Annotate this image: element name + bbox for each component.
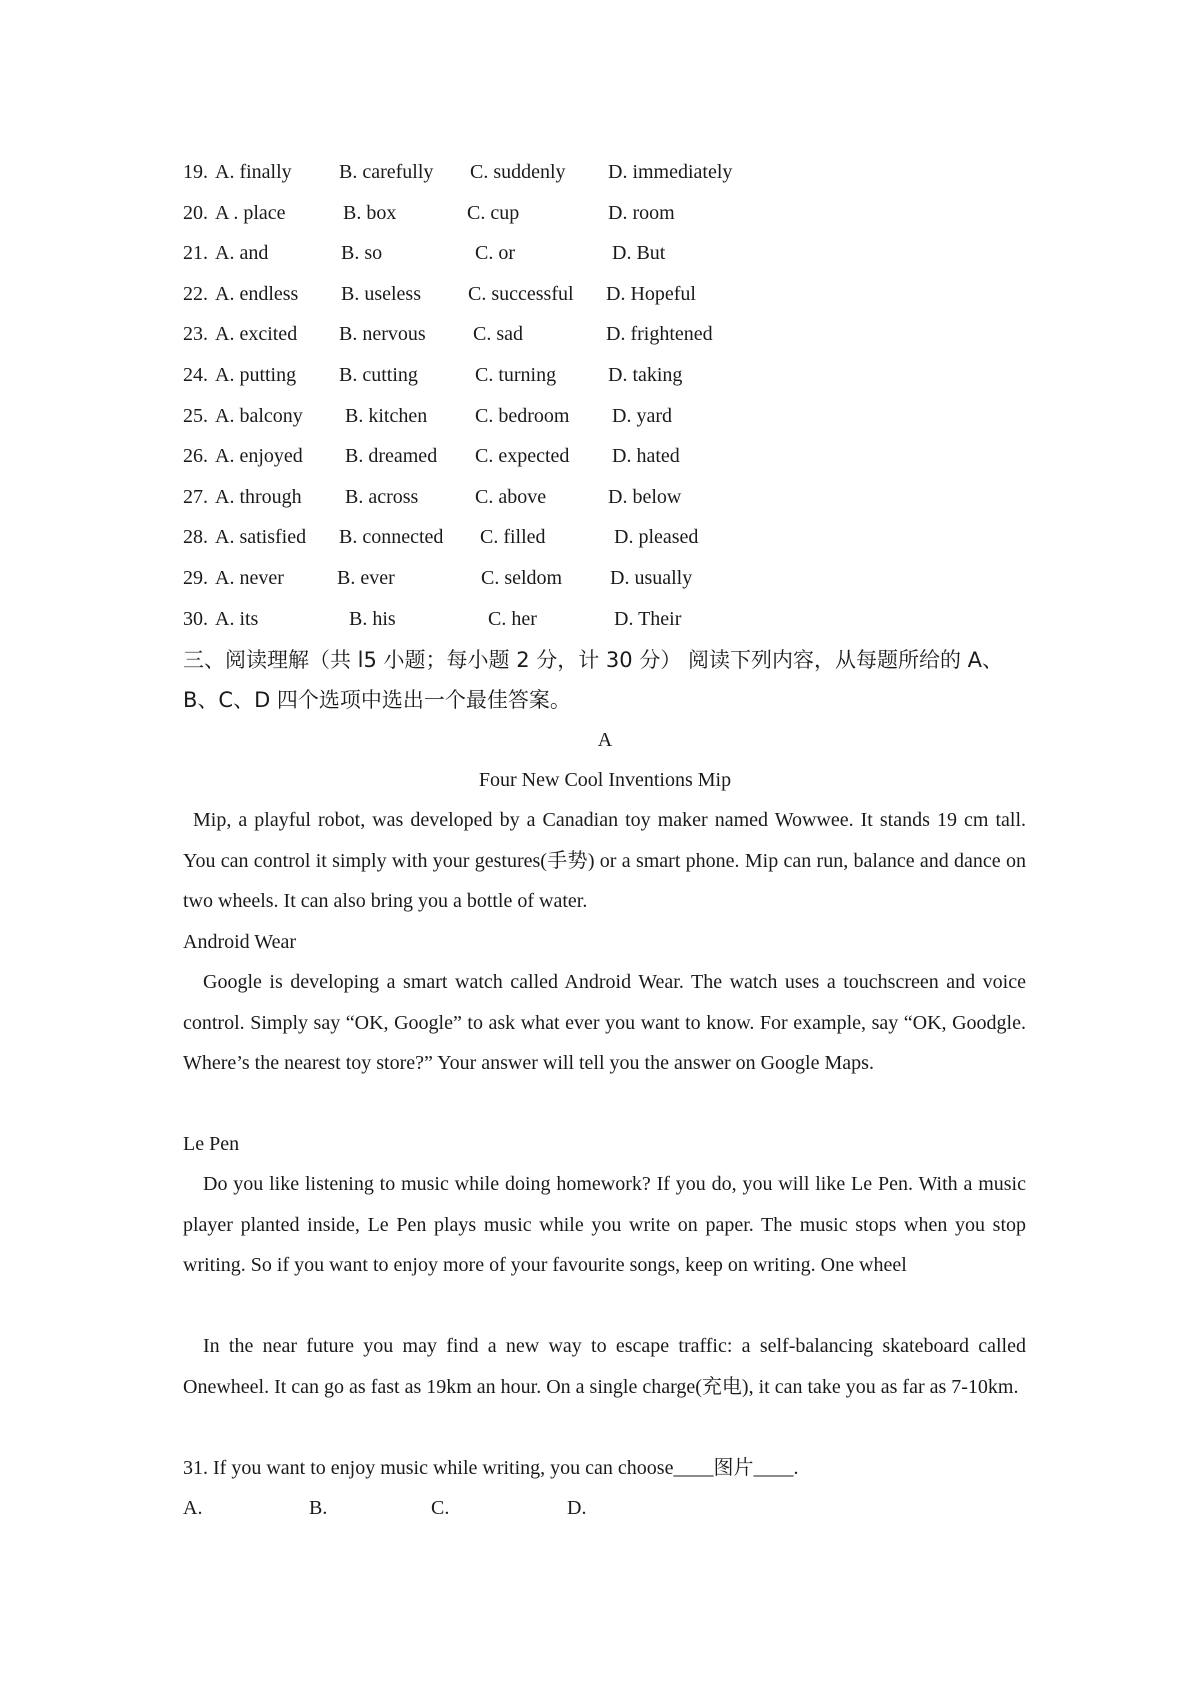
le-pen-paragraph: Do you like listening to music while doing homework? If you do, you will like Le Pen. With a music player planted inside, Le Pen plays music while you write on paper. The music stops when you stop writing. So if you want to enjoy more of your favourite songs, keep on writing. One wheel xyxy=(183,1173,1026,1276)
option-d: D. Their xyxy=(614,607,682,630)
option-d: D. immediately xyxy=(608,161,733,183)
passage-letter: A xyxy=(597,729,613,751)
option-c: C. cup xyxy=(467,201,520,224)
option-c: C. turning xyxy=(475,364,557,386)
question-number: 22. xyxy=(183,282,208,305)
option-b: B. across xyxy=(345,485,419,508)
section-heading-line1: 三、阅读理解（共 l5 小题；每小题 2 分，计 30 分） 阅读下列内容，从每题所给的 A、 xyxy=(183,648,1004,672)
option-b: B. nervous xyxy=(339,323,426,346)
question-number: 21. xyxy=(183,242,208,265)
question-number: 24. xyxy=(183,364,208,386)
option-a: A. balcony xyxy=(215,404,303,427)
option-a: A. never xyxy=(215,567,284,589)
option-b: B. ever xyxy=(337,567,395,589)
choice-a: A. xyxy=(183,1497,203,1519)
option-a: A. enjoyed xyxy=(215,445,303,468)
option-d: D. But xyxy=(612,242,666,265)
option-c: C. her xyxy=(488,607,537,630)
option-d: D. below xyxy=(608,485,682,508)
option-c: C. or xyxy=(475,242,515,265)
option-a: A. endless xyxy=(215,282,299,305)
question-number: 30. xyxy=(183,607,208,630)
question-31-choices xyxy=(183,1488,783,1528)
cloze-option-row xyxy=(183,517,1083,557)
option-d: D. frightened xyxy=(606,323,713,346)
question-31: 31. If you want to enjoy music while writing, you can choose____图片____. xyxy=(183,1457,799,1479)
option-b: B. carefully xyxy=(339,161,434,183)
option-b: B. his xyxy=(349,607,396,630)
passage-title: Four New Cool Inventions Mip xyxy=(478,769,732,791)
question-number: 28. xyxy=(183,526,208,549)
option-d: D. room xyxy=(608,201,675,224)
option-d: D. usually xyxy=(610,567,693,589)
option-c: C. suddenly xyxy=(470,161,566,183)
android-wear-paragraph: Google is developing a smart watch called Android Wear. The watch uses a touchscreen and voice control. Simply say “OK, Google” to ask what ever you want to know. For example, say “OK, Goodgle. Where’s the nearest toy store?” Your answer will tell you the answer on Google Maps. xyxy=(183,971,1026,1074)
question-number: 27. xyxy=(183,485,208,508)
option-d: D. Hopeful xyxy=(606,282,696,305)
choice-d: D. xyxy=(567,1497,587,1519)
option-b: B. connected xyxy=(339,526,444,549)
onewheel-paragraph: In the near future you may find a new way to escape traffic: a self-balancing skateboard called Onewheel. It can go as fast as 19km an hour. On a single charge(充电), it can take you as far as 7-10km. xyxy=(183,1335,1026,1398)
question-number: 25. xyxy=(183,404,208,427)
option-c: C. filled xyxy=(480,526,546,549)
cloze-option-row xyxy=(183,396,1083,436)
option-d: D. yard xyxy=(612,404,672,427)
cloze-option-row xyxy=(183,436,1083,476)
option-c: C. bedroom xyxy=(475,404,570,427)
option-d: D. hated xyxy=(612,445,680,468)
cloze-option-row xyxy=(183,314,1083,354)
mip-paragraph: Mip, a playful robot, was developed by a Canadian toy maker named Wowwee. It stands 19 cm tall. You can control it simply with your gestures(手势) or a smart phone. Mip can run, balance and dance on two wheels. It can also bring you a bottle of water. xyxy=(183,809,1026,912)
option-c: C. above xyxy=(475,485,547,508)
option-c: C. successful xyxy=(468,282,574,305)
option-b: B. cutting xyxy=(339,364,418,386)
cloze-option-row xyxy=(183,599,1083,639)
option-a: A. through xyxy=(215,485,302,508)
cloze-option-row xyxy=(183,152,1083,192)
cloze-option-row xyxy=(183,233,1083,273)
option-b: B. kitchen xyxy=(345,404,428,427)
option-b: B. box xyxy=(343,201,397,224)
cloze-option-row xyxy=(183,477,1083,517)
option-a: A. and xyxy=(215,242,269,265)
question-number: 20. xyxy=(183,201,208,224)
option-c: C. sad xyxy=(473,323,523,346)
cloze-option-row xyxy=(183,558,1083,598)
option-a: A. finally xyxy=(215,161,292,183)
question-number: 26. xyxy=(183,445,208,468)
cloze-option-row xyxy=(183,193,1083,233)
option-c: C. expected xyxy=(475,445,570,468)
section-heading-line2: B、C、D 四个选项中选出一个最佳答案。 xyxy=(183,688,571,712)
choice-c: C. xyxy=(431,1497,450,1519)
option-a: A. excited xyxy=(215,323,298,346)
cloze-option-row xyxy=(183,355,1083,395)
choice-b: B. xyxy=(309,1497,328,1519)
option-b: B. dreamed xyxy=(345,445,438,468)
option-a: A . place xyxy=(215,201,286,224)
option-d: D. pleased xyxy=(614,526,699,549)
option-a: A. satisfied xyxy=(215,526,307,549)
android-wear-heading: Android Wear xyxy=(183,931,296,953)
question-number: 29. xyxy=(183,567,208,589)
option-c: C. seldom xyxy=(481,567,563,589)
option-a: A. putting xyxy=(215,364,297,386)
le-pen-heading: Le Pen xyxy=(183,1133,240,1155)
question-number: 19. xyxy=(183,161,208,183)
option-b: B. so xyxy=(341,242,383,265)
cloze-option-row xyxy=(183,274,1083,314)
option-d: D. taking xyxy=(608,364,683,386)
option-b: B. useless xyxy=(341,282,421,305)
option-a: A. its xyxy=(215,607,259,630)
question-number: 23. xyxy=(183,323,208,346)
